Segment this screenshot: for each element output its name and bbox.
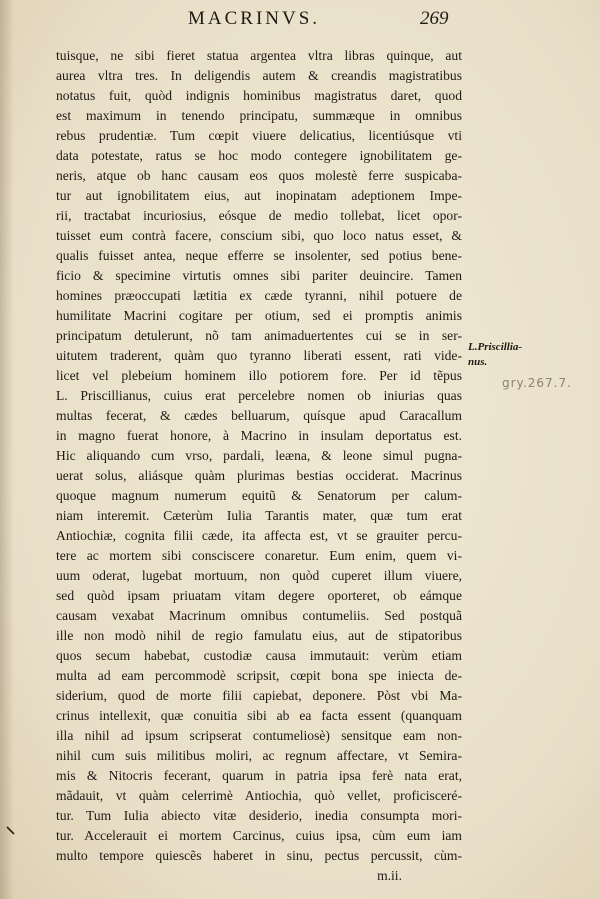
text-line: mis & Nitocris fecerant, quarum in patria ipsa ferè nata erat, [56, 768, 462, 783]
text-line: homines præoccupati lætitia ex cæde tyranni, nihil potuere de [56, 288, 462, 303]
margin-note-line: nus. [468, 356, 488, 368]
gutter-shadow [0, 0, 14, 899]
text-line: uerat solus, aliásque quàm plurimas bestias occiderat. Macrinus [56, 468, 462, 483]
text-line: illa nihil ad ipsum scripserat contumeliosè) sensitque eam non- [56, 728, 462, 743]
running-title: MACRINVS. [188, 8, 321, 29]
text-line: tuisque, ne sibi fieret statua argentea vltra libras quinque, aut [56, 48, 462, 63]
margin-note-line: L.Priscillia- [468, 341, 523, 353]
margin-note [468, 340, 522, 370]
text-line: tuisset eum contrà facere, conscium sibi, quo loco natus esset, & [56, 228, 462, 243]
text-line: niam interemit. Cæterùm Iulia Tarantis mater, quæ tum erat [56, 508, 462, 523]
text-line: data potestate, ratus se hoc modo contegere ignobilitatem ge- [56, 148, 462, 163]
page-number: 269 [420, 8, 449, 29]
text-line: ille non modò nihil de regio famulatu eius, aut de stipatoribus [56, 628, 462, 643]
text-line: uum oderat, lugebat mortuum, non quòd cuperet illum viuere, [56, 568, 462, 583]
page-header [0, 6, 600, 30]
text-line: qualis fuisset antea, neque efferre se insolenter, sed potius bene- [56, 248, 462, 263]
text-line: est maximum in tenendo principatu, summæque in omnibus [56, 108, 462, 123]
text-line: tur. Accelerauit ei mortem Carcinus, cuius ipsa, cùm eum iam [56, 828, 462, 843]
text-line: tere ac mortem sibi consciscere conaretur. Eum enim, quem vi- [56, 548, 462, 563]
text-line: neris, atque ob hanc causam eos quos molestè ferre suspicaba- [56, 168, 462, 183]
text-line: siderium, quod de morte filii capiebat, deponere. Pòst vbi Ma- [56, 688, 462, 703]
pencil-annotation: gry.267.7. [502, 376, 572, 390]
text-line: humilitate Macrini cogitare per otium, sed ei promptis animis [56, 308, 462, 323]
text-line: multo tempore quiescẽs haberet in sinu, pectus percussit, cùm- [56, 848, 462, 863]
text-line: multa ad eam percommodè scripsit, cœpit bona spe iniecta de- [56, 668, 462, 683]
text-line: Antiochiæ, cognita filii cæde, ita affecta est, vt se grauiter percu- [56, 528, 462, 543]
body-text [56, 46, 462, 886]
text-line: principatum detulerunt, nõ tam animaduertentes cui se in ser- [56, 328, 462, 343]
text-line: multas fecerat, & cædes belluarum, quísque apud Caracallum [56, 408, 462, 423]
text-line: Hic aliquando cum vrso, pardali, leæna, & leone simul pugna- [56, 448, 462, 463]
text-line: tur aut ignobilitatem eius, aut inopinatam adeptionem Impe- [56, 188, 462, 203]
text-line: notatus fuit, quòd indignis hominibus magistratus daret, quod [56, 88, 462, 103]
text-line: uitutem traderent, quàm quo tyranno liberati essent, rati vide- [56, 348, 462, 363]
text-line: causam vexabat Macrinum omnibus contumeliis. Sed postquã [56, 608, 462, 623]
text-line: nihil cum suis militibus moliri, ac regnum affectare, vt Semira- [56, 748, 462, 763]
text-line: quoque magnum numerum equitũ & Senatorum per calum- [56, 488, 462, 503]
text-line: aurea vltra tres. In deligendis autem & creandis magistratibus [56, 68, 462, 83]
text-line: tur. Tum Iulia abiecto vitæ desiderio, inedia consumpta mori- [56, 808, 462, 823]
text-line: licet vel plebeium hominem illo potiorem fore. Per id tẽpus [56, 368, 462, 383]
text-line: sed quòd ipsam priuatam vitam degere oporteret, ob eámque [56, 588, 462, 603]
text-line: mãdauit, vt quàm celerrimè Antiochia, quò vellet, proficisceré- [56, 788, 462, 803]
signature-mark: m.ii. [377, 868, 402, 883]
text-line: crinus intellexit, quæ conuitia sibi ab ea facta essent (quanquam [56, 708, 462, 723]
text-line: in magno fuerat honore, à Macrino in insulam deportatus est. [56, 428, 462, 443]
text-line: ficio & specimine virtutis omnes sibi pariter deuincire. Tamen [56, 268, 462, 283]
corner-mark-icon [6, 826, 16, 836]
text-line: rii, tractabat incuriosius, eósque de medio tollebat, licet opor- [56, 208, 462, 223]
text-line: L. Priscillianus, cuius erat percelebre nomen ob iniurias quas [56, 388, 462, 403]
text-line: quos secum habebat, custodiæ causa immutauit: verùm etiam [56, 648, 462, 663]
text-line: rebus prudentiæ. Tum cœpit viuere delicatius, licentiúsque vti [56, 128, 462, 143]
